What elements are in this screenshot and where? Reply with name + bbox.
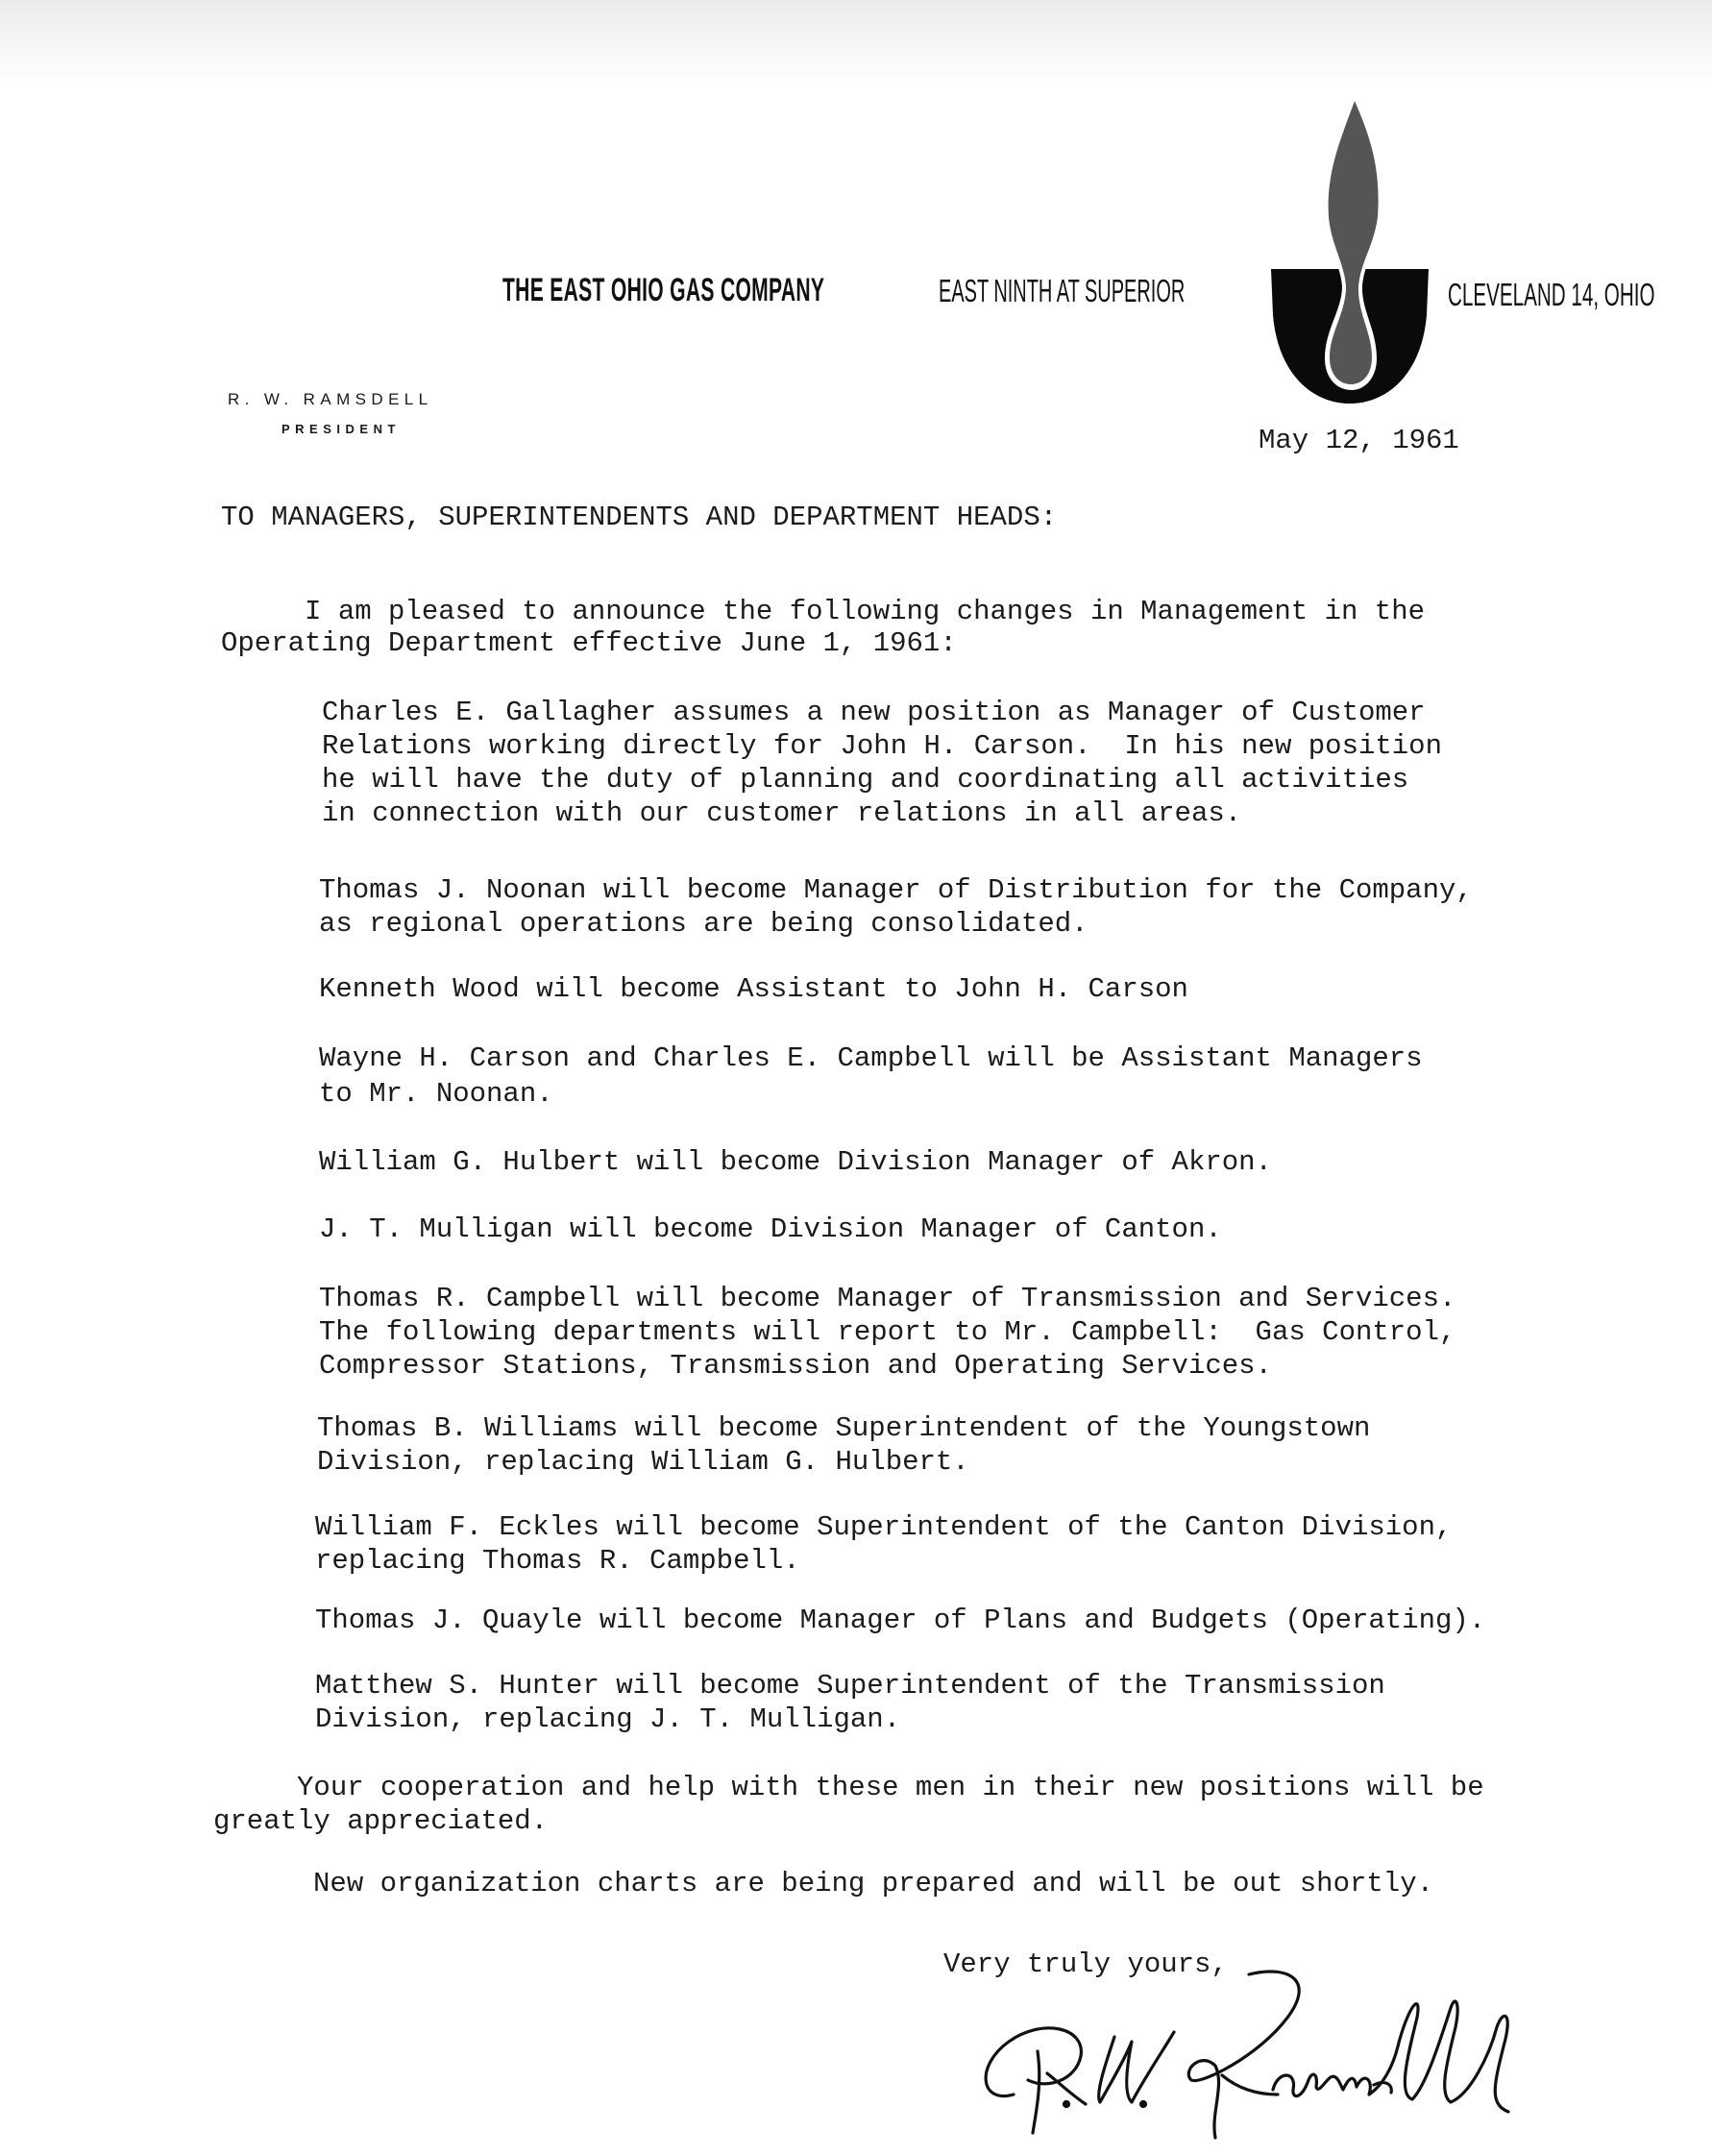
- scan-shading: [0, 0, 1712, 86]
- announcement-line: replacing Thomas R. Campbell.: [315, 1545, 800, 1577]
- closing-line: New organization charts are being prepared and will be out shortly.: [230, 1868, 1434, 1899]
- announcement-line: he will have the duty of planning and coordinating all activities: [322, 764, 1409, 796]
- announcement-line: Division, replacing William G. Hulbert.: [317, 1446, 969, 1478]
- letter-date: May 12, 1961: [1259, 425, 1459, 456]
- announcement-line: Wayne H. Carson and Charles E. Campbell will be Assistant Managers: [319, 1042, 1423, 1074]
- closing-line: Your cooperation and help with these men in their new positions will be: [213, 1772, 1484, 1803]
- announcement-line: as regional operations are being consolidated.: [319, 908, 1088, 940]
- announcement-line: Compressor Stations, Transmission and Operating Services.: [319, 1350, 1272, 1382]
- sender-title: PRESIDENT: [281, 422, 401, 436]
- announcement-line: Relations working directly for John H. Carson. In his new position: [322, 730, 1442, 762]
- salutation: TO MANAGERS, SUPERINTENDENTS AND DEPARTMENT HEADS:: [221, 502, 1058, 533]
- sender-name: R. W. RAMSDELL: [228, 390, 433, 408]
- intro-line: I am pleased to announce the following changes in Management in the: [221, 596, 1426, 627]
- announcement-line: in connection with our customer relations in all areas.: [322, 797, 1242, 829]
- closing-line: greatly appreciated.: [213, 1805, 549, 1837]
- announcement-line: William G. Hulbert will become Division Manager of Akron.: [319, 1146, 1272, 1178]
- announcement-line: to Mr. Noonan.: [319, 1078, 553, 1110]
- announcement-line: Kenneth Wood will become Assistant to John H. Carson: [319, 973, 1188, 1005]
- announcement-line: Thomas B. Williams will become Superintendent of the Youngstown: [317, 1412, 1371, 1444]
- announcement-line: The following departments will report to Mr. Campbell: Gas Control,: [319, 1316, 1456, 1348]
- announcement-line: J. T. Mulligan will become Division Manager of Canton.: [319, 1213, 1222, 1245]
- announcement-line: Division, replacing J. T. Mulligan.: [315, 1703, 901, 1735]
- signature: [970, 1960, 1523, 2147]
- announcement-line: Charles E. Gallagher assumes a new position as Manager of Customer: [322, 697, 1426, 728]
- announcement-line: Thomas J. Quayle will become Manager of Plans and Budgets (Operating).: [315, 1605, 1486, 1636]
- announcement-line: Thomas J. Noonan will become Manager of Distribution for the Company,: [319, 874, 1473, 906]
- company-logo-icon: [1263, 94, 1436, 409]
- complimentary-close: Very truly yours,: [943, 1948, 1228, 1980]
- announcement-line: Thomas R. Campbell will become Manager of Transmission and Services.: [319, 1283, 1456, 1314]
- company-city: CLEVELAND 14, OHIO: [1448, 277, 1655, 312]
- company-address: EAST NINTH AT SUPERIOR: [939, 273, 1186, 308]
- announcement-line: William F. Eckles will become Superintendent of the Canton Division,: [315, 1511, 1453, 1543]
- company-name: THE EAST OHIO GAS COMPANY: [502, 272, 825, 308]
- intro-line: Operating Department effective June 1, 1961:: [221, 627, 957, 659]
- announcement-line: Matthew S. Hunter will become Superintendent of the Transmission: [315, 1670, 1385, 1702]
